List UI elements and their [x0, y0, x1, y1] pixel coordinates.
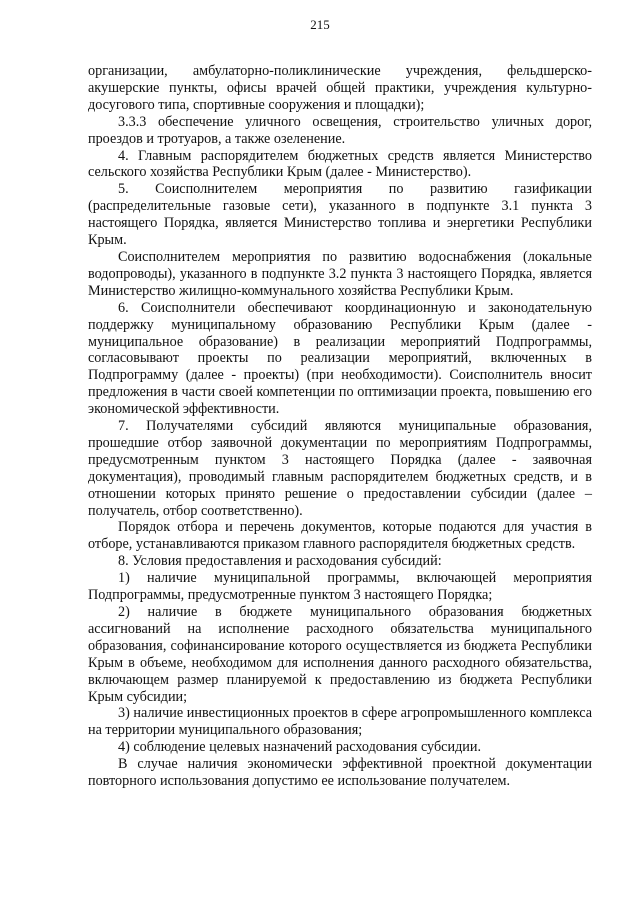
condition-4: 4) соблюдение целевых назначений расходования субсидии.	[118, 739, 482, 756]
page-number: 215	[310, 17, 330, 32]
paragraph-5: 5. Соисполнителем мероприятия по развитию газификации (распределительные газовые сети), указанного в подпункте 3.1 пункта 3 настоящего Порядка, является Министерство топлива и энергетики Республики Крым.	[88, 181, 592, 249]
paragraph-4: 4. Главным распорядителем бюджетных средств является Министерство сельского хозяйства Республики Крым (далее - Министерство).	[88, 147, 592, 181]
paragraph-3-3-3: 3.3.3 обеспечение уличного освещения, строительство уличных дорог, проездов и тротуаров, а также озеленение.	[88, 113, 592, 147]
paragraph-continuation: организации, амбулаторно-поликлинические учреждения, фельдшерско-акушерские пункты, офисы врачей общей практики, учреждения культурно-досугового типа, спортивные сооружения и площадки);	[88, 63, 592, 113]
condition-1: 1) наличие муниципальной программы, включающей мероприятия Подпрограммы, предусмотренные пунктом 3 настоящего Порядка;	[88, 570, 592, 604]
condition-3: 3) наличие инвестиционных проектов в сфере агропромышленного комплекса на территории муниципального образования;	[88, 705, 592, 739]
condition-2: 2) наличие в бюджете муниципального образования бюджетных ассигнований на исполнение расходного обязательства муниципального образования, софинансирование которого осуществляется из бюджета Республики Крым в объеме, необходимом для исполнения данного расходного обязательства, включающем размер планируемой к предоставлению из бюджета Республики Крым субсидии;	[88, 604, 592, 705]
paragraph-reuse-documentation: В случае наличия экономически эффективной проектной документации повторного использования допустимо ее использование получателем.	[88, 756, 592, 790]
paragraph-selection-procedure: Порядок отбора и перечень документов, которые подаются для участия в отборе, устанавливаются приказом главного распорядителя бюджетных средств.	[88, 519, 592, 553]
paragraph-5-water: Соисполнителем мероприятия по развитию водоснабжения (локальные водопроводы), указанного в подпункте 3.2 пункта 3 настоящего Порядка, является Министерство жилищно-коммунального хозяйства Республики Крым.	[88, 248, 592, 299]
paragraph-6: 6. Соисполнители обеспечивают координационную и законодательную поддержку муниципальному образованию Республики Крым (далее - муниципальное образование) в реализации мероприятий Подпрограммы, согласовывают проекты по реализации мероприятий, включенных в Подпрограмму (далее - проекты) (при необходимости). Соисполнитель вносит предложения в части своей компетенции по оптимизации проекта, повышению его экономической эффективности.	[88, 299, 592, 418]
paragraph-7: 7. Получателями субсидий являются муниципальные образования, прошедшие отбор заявочной документации по мероприятиям Подпрограммы, предусмотренным пунктом 3 настоящего Порядка (далее - заявочная документация), проводимый главным распорядителем бюджетных средств, и в отношении которых принято решение о предоставлении субсидии (далее – получатель, отбор соответственно).	[88, 418, 592, 519]
paragraph-8: 8. Условия предоставления и расходования субсидий:	[118, 553, 442, 570]
document-body	[88, 63, 592, 790]
